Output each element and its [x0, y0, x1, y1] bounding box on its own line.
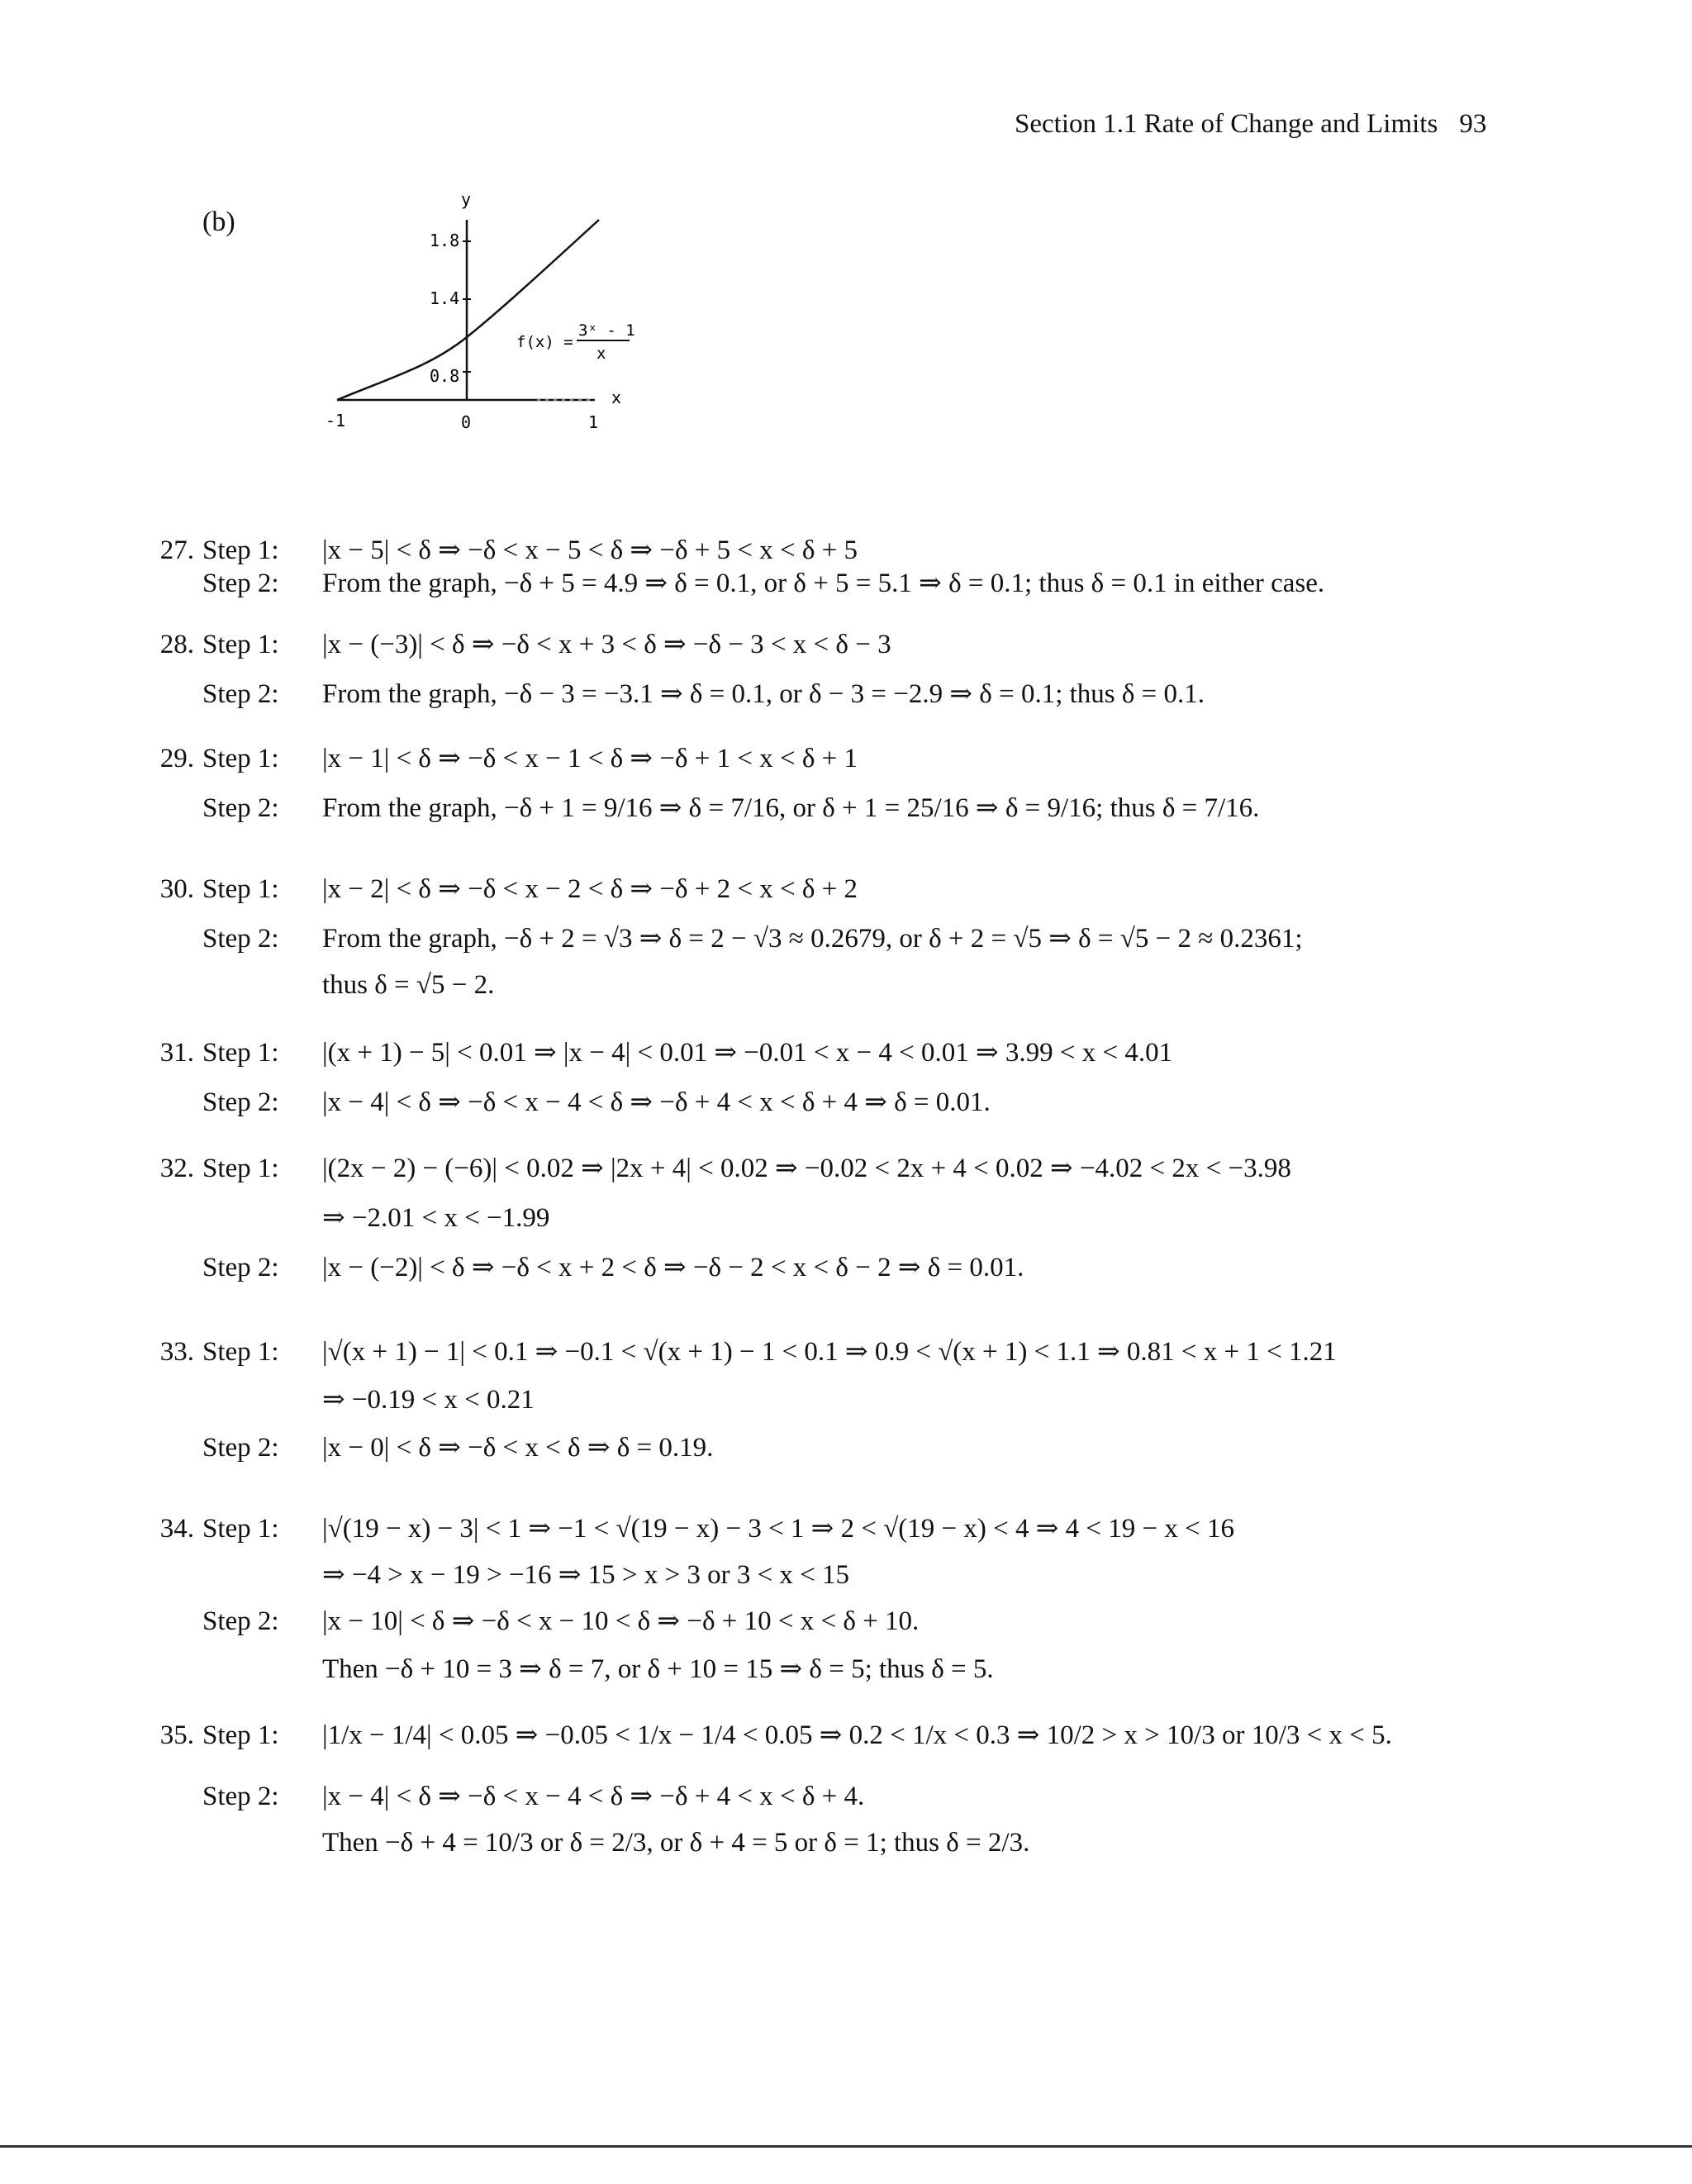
step-label: Step 1:	[202, 744, 279, 773]
step-label: Step 1:	[202, 1038, 279, 1068]
problem-number: 32.	[159, 1154, 194, 1183]
page-number: 93	[1459, 109, 1487, 139]
problem-number: 27.	[159, 535, 194, 565]
math-expression: |x − 4| < δ ⇒ −δ < x − 4 < δ ⇒ −δ + 4 < x < δ + 4 ⇒ δ = 0.01.	[322, 1087, 991, 1117]
step-label: Step 2:	[202, 1782, 279, 1811]
step-label: Step 2:	[202, 1253, 279, 1282]
problem-number: 30.	[159, 874, 194, 904]
step-label: Step 2:	[202, 1087, 279, 1117]
problem-number: 31.	[159, 1038, 194, 1068]
x-tick-label-neg1: -1	[326, 411, 346, 431]
math-expression: From the graph, −δ + 5 = 4.9 ⇒ δ = 0.1, or δ + 5 = 5.1 ⇒ δ = 0.1; thus δ = 0.1 in either case.	[322, 569, 1325, 598]
step-label: Step 1:	[202, 1514, 279, 1544]
y-axis-label: y	[461, 189, 472, 209]
math-expression: |x − 10| < δ ⇒ −δ < x − 10 < δ ⇒ −δ + 10 < x < δ + 10.	[322, 1606, 920, 1636]
step-label: Step 1:	[202, 1154, 279, 1183]
math-expression: From the graph, −δ − 3 = −3.1 ⇒ δ = 0.1, or δ − 3 = −2.9 ⇒ δ = 0.1; thus δ = 0.1.	[322, 679, 1205, 709]
function-denominator: x	[596, 345, 606, 363]
math-expression: |x − 1| < δ ⇒ −δ < x − 1 < δ ⇒ −δ + 1 < x < δ + 1	[322, 744, 858, 773]
x-tick-label-0: 0	[461, 412, 472, 432]
step-label: Step 2:	[202, 569, 279, 598]
step-label: Step 2:	[202, 924, 279, 954]
step-label: Step 1:	[202, 1720, 279, 1750]
step-label: Step 2:	[202, 1606, 279, 1636]
y-tick-label-1.8: 1.8	[430, 231, 460, 250]
math-expression: |√(x + 1) − 1| < 0.1 ⇒ −0.1 < √(x + 1) − 1 < 0.1 ⇒ 0.9 < √(x + 1) < 1.1 ⇒ 0.81 < x + 1 < 1.21	[322, 1337, 1337, 1367]
math-expression: Then −δ + 10 = 3 ⇒ δ = 7, or δ + 10 = 15 ⇒ δ = 5; thus δ = 5.	[322, 1654, 994, 1684]
step-label: Step 1:	[202, 630, 279, 659]
math-expression: ⇒ −0.19 < x < 0.21	[322, 1385, 535, 1415]
step-label: Step 1:	[202, 535, 279, 565]
step-label: Step 1:	[202, 874, 279, 904]
function-label: f(x) =	[516, 333, 573, 351]
math-expression: |x − 5| < δ ⇒ −δ < x − 5 < δ ⇒ −δ + 5 < x < δ + 5	[322, 535, 858, 565]
problem-number: 28.	[159, 630, 194, 659]
page-bottom-rule	[0, 2145, 1692, 2148]
math-expression: |x − 2| < δ ⇒ −δ < x − 2 < δ ⇒ −δ + 2 < x < δ + 2	[322, 874, 858, 904]
section-title: Section 1.1 Rate of Change and Limits	[1015, 109, 1438, 139]
math-expression: |x − (−2)| < δ ⇒ −δ < x + 2 < δ ⇒ −δ − 2 < x < δ − 2 ⇒ δ = 0.01.	[322, 1253, 1024, 1282]
figure-part-label: (b)	[202, 207, 235, 237]
step-label: Step 2:	[202, 1433, 279, 1463]
math-expression: |(2x − 2) − (−6)| < 0.02 ⇒ |2x + 4| < 0.02 ⇒ −0.02 < 2x + 4 < 0.02 ⇒ −4.02 < 2x < −3.98	[322, 1154, 1291, 1183]
function-numerator: 3ˣ - 1	[578, 321, 635, 340]
step-label: Step 2:	[202, 793, 279, 823]
math-expression: From the graph, −δ + 2 = √3 ⇒ δ = 2 − √3 ≈ 0.2679, or δ + 2 = √5 ⇒ δ = √5 − 2 ≈ 0.2361;	[322, 924, 1303, 954]
math-expression: ⇒ −2.01 < x < −1.99	[322, 1203, 550, 1233]
math-expression: Then −δ + 4 = 10/3 or δ = 2/3, or δ + 4 = 5 or δ = 1; thus δ = 2/3.	[322, 1828, 1030, 1858]
function-graph	[314, 187, 661, 443]
step-label: Step 1:	[202, 1337, 279, 1367]
page-header	[1015, 109, 1486, 140]
y-tick-label-1.4: 1.4	[430, 288, 460, 308]
y-tick-label-0.8: 0.8	[430, 366, 460, 386]
step-label: Step 2:	[202, 679, 279, 709]
problem-number: 33.	[159, 1337, 194, 1367]
x-axis-label: x	[611, 388, 622, 407]
function-curve	[337, 220, 599, 400]
problem-number: 35.	[159, 1720, 194, 1750]
math-expression: From the graph, −δ + 1 = 9/16 ⇒ δ = 7/16, or δ + 1 = 25/16 ⇒ δ = 9/16; thus δ = 7/16.	[322, 793, 1260, 823]
math-expression: |x − 4| < δ ⇒ −δ < x − 4 < δ ⇒ −δ + 4 < x < δ + 4.	[322, 1782, 865, 1811]
math-expression: |x − 0| < δ ⇒ −δ < x < δ ⇒ δ = 0.19.	[322, 1433, 714, 1463]
math-expression: |(x + 1) − 5| < 0.01 ⇒ |x − 4| < 0.01 ⇒ −0.01 < x − 4 < 0.01 ⇒ 3.99 < x < 4.01	[322, 1038, 1173, 1068]
math-expression: thus δ = √5 − 2.	[322, 970, 495, 1000]
math-expression: ⇒ −4 > x − 19 > −16 ⇒ 15 > x > 3 or 3 < x < 15	[322, 1560, 850, 1590]
math-expression: |x − (−3)| < δ ⇒ −δ < x + 3 < δ ⇒ −δ − 3 < x < δ − 3	[322, 630, 891, 659]
problem-number: 34.	[159, 1514, 194, 1544]
problem-number: 29.	[159, 744, 194, 773]
math-expression: |1/x − 1/4| < 0.05 ⇒ −0.05 < 1/x − 1/4 < 0.05 ⇒ 0.2 < 1/x < 0.3 ⇒ 10/2 > x > 10/3 or 10/3 < x < 5.	[322, 1720, 1392, 1750]
math-expression: |√(19 − x) − 3| < 1 ⇒ −1 < √(19 − x) − 3 < 1 ⇒ 2 < √(19 − x) < 4 ⇒ 4 < 19 − x < 16	[322, 1514, 1234, 1544]
x-tick-label-1: 1	[588, 412, 599, 432]
